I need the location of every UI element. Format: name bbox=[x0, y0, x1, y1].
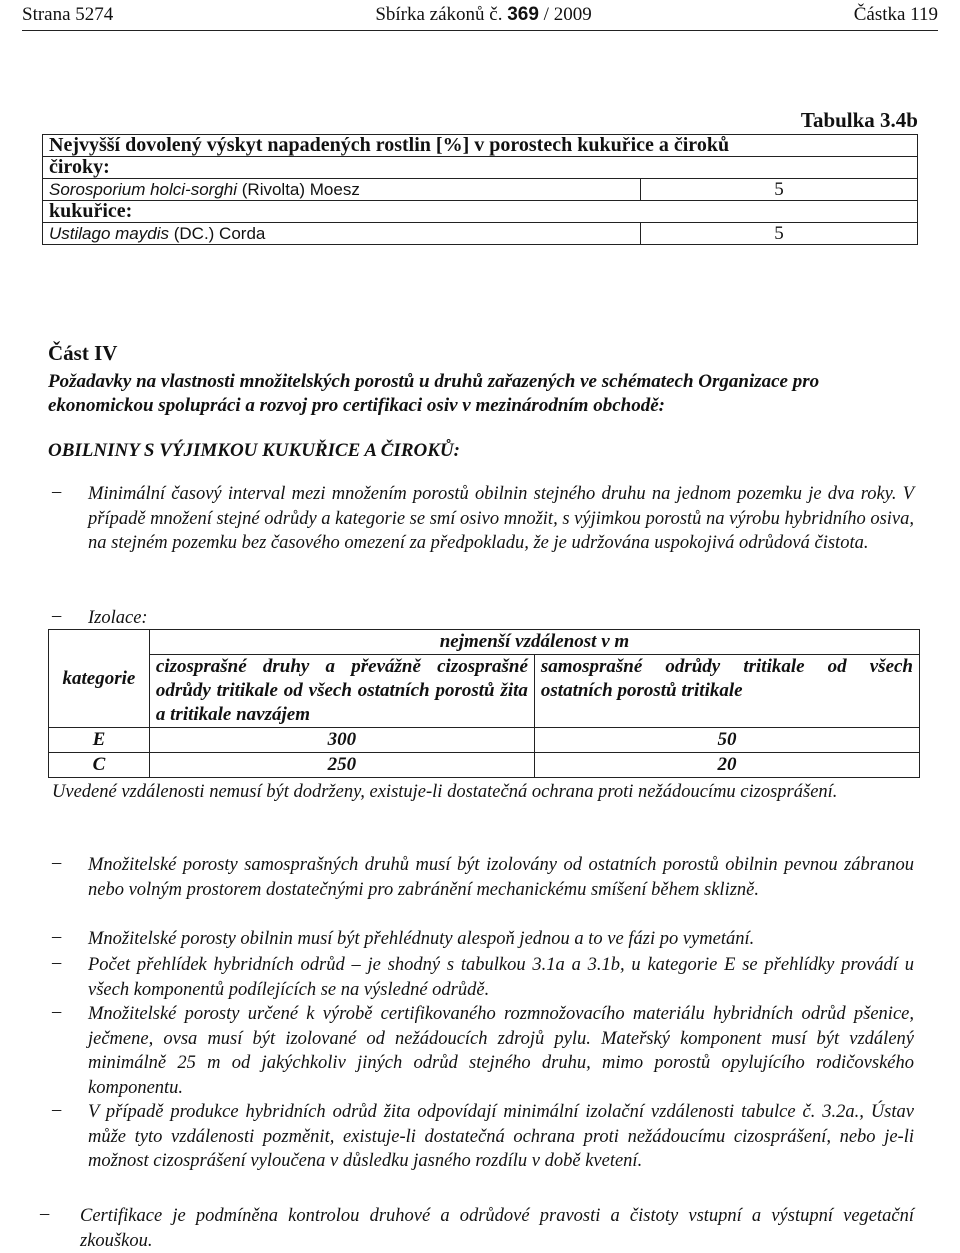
table-row bbox=[43, 157, 918, 179]
part-title: Část IV bbox=[48, 341, 118, 365]
distance-cell: 50 bbox=[534, 728, 919, 753]
list-item: Množitelské porosty samosprašných druhů musí být izolovány od ostatních porostů obilnin pevnou zábranou nebo volným prostorem dostatečnými pro zabránění mechanickému smíšení během sklizně. bbox=[88, 855, 914, 900]
category-cell: C bbox=[49, 753, 150, 778]
bullet-dash: – bbox=[52, 953, 62, 973]
category-header: kategorie bbox=[49, 630, 150, 728]
table-header-row bbox=[49, 630, 920, 655]
collection-reference bbox=[375, 4, 591, 26]
table-row bbox=[43, 223, 918, 245]
collection-prefix: Sbírka zákonů č. bbox=[375, 4, 503, 25]
list-item: Množitelské porosty obilnin musí být přehlédnuty alespoň jednou a to ve fázi po vymetání. bbox=[88, 929, 755, 949]
pathogen-value: 5 bbox=[641, 179, 918, 201]
bullet-dash: – bbox=[52, 606, 62, 626]
cross-pollinated-header: cizosprašné druhy a převážně cizosprašné odrůdy tritikale od všech ostatních porostů žita a tritikale navzájem bbox=[149, 655, 534, 728]
cereals-heading: OBILNINY S VÝJIMKOU KUKUŘICE A ČIROKŮ: bbox=[48, 440, 460, 461]
category-cell: E bbox=[49, 728, 150, 753]
list-item: Počet přehlídek hybridních odrůd – je shodný s tabulkou 3.1a a 3.1b, u kategorie E se přehlídky provádí u všech komponentů podílejících se na výsledné odrůdě. bbox=[88, 955, 914, 1000]
table-row bbox=[49, 728, 920, 753]
bullet-dash: – bbox=[52, 853, 62, 873]
bullet-dash: – bbox=[52, 1002, 62, 1022]
table-label: Tabulka 3.4b bbox=[800, 108, 918, 132]
distance-cell: 20 bbox=[534, 753, 919, 778]
table-note: Uvedené vzdálenosti nemusí být dodrženy, existuje-li dostatečná ochrana proti nežádoucímu cizosprášení. bbox=[52, 782, 838, 802]
list-item: Minimální časový interval mezi množením porostů obilnin stejného druhu na jednom pozemku je dva roky. V případě množení stejné odrůdy a kategorie se smí osivo množit, s výjimkou porostů na výrobu hybridního osiva, na stejném pozemku bez časového omezení za předpokladu, že je udržována uspokojivá odrůdová čistota. bbox=[88, 484, 914, 553]
page-number: Strana 5274 bbox=[22, 4, 114, 25]
table-title-row bbox=[43, 135, 918, 157]
pathogen-name: Sorosporium holci-sorghi (Rivolta) Moesz bbox=[43, 179, 641, 201]
bullet-dash: – bbox=[52, 1100, 62, 1120]
pathogen-name: Ustilago maydis (DC.) Corda bbox=[43, 223, 641, 245]
infestation-table bbox=[42, 134, 918, 245]
distance-cell: 250 bbox=[149, 753, 534, 778]
issue-part: Částka 119 bbox=[853, 4, 938, 25]
bullet-dash: – bbox=[52, 927, 62, 947]
table-row bbox=[43, 201, 918, 223]
law-year: / 2009 bbox=[543, 4, 592, 25]
section-label: čiroky: bbox=[43, 157, 918, 179]
table-row bbox=[43, 179, 918, 201]
table-row bbox=[49, 753, 920, 778]
self-pollinated-header: samosprašné odrůdy tritikale od všech ostatních porostů tritikale bbox=[534, 655, 919, 728]
pathogen-value: 5 bbox=[641, 223, 918, 245]
list-item: V případě produkce hybridních odrůd žita odpovídají minimální izolační vzdálenosti tabulce č. 3.2a., Ústav může tyto vzdálenosti pozměnit, existuje-li dostatečná ochrana proti nežádoucímu cizosprášení, nebo je-li možnost cizosprášení vyloučena v důsledku jasného rozdílu v době kvetení. bbox=[88, 1102, 914, 1171]
law-number: 369 bbox=[507, 4, 539, 25]
bullet-dash: – bbox=[40, 1204, 50, 1224]
page-header bbox=[22, 0, 938, 31]
distance-cell: 300 bbox=[149, 728, 534, 753]
bullet-dash: – bbox=[52, 482, 62, 502]
part-description: Požadavky na vlastnosti množitelských porostů u druhů zařazených ve schématech Organizace pro ekonomickou spolupráci a rozvoj pro certifikaci osiv v mezinárodním obchodě: bbox=[48, 371, 820, 416]
table-header-row bbox=[49, 655, 920, 728]
section-label: kukuřice: bbox=[43, 201, 918, 223]
list-item: Množitelské porosty určené k výrobě certifikovaného rozmnožovacího materiálu hybridních odrůd pšenice, ječmene, ovsa musí být izolované od nežádoucích zdrojů pylu. Mateřský komponent musí být vzdálený minimálně 25 m od jakýchkoliv jiných odrůd stejného druhu, mimo porostů opylujícího rodičovského komponentu. bbox=[88, 1004, 914, 1098]
distance-header: nejmenší vzdálenost v m bbox=[149, 630, 919, 655]
list-item: Izolace: bbox=[88, 608, 148, 628]
isolation-table bbox=[48, 629, 920, 778]
list-item: Certifikace je podmíněna kontrolou druhové a odrůdové pravosti a čistoty vstupní a výstupní vegetační zkouškou. bbox=[80, 1206, 914, 1251]
table-title: Nejvyšší dovolený výskyt napadených rostlin [%] v porostech kukuřice a čiroků bbox=[43, 135, 918, 157]
